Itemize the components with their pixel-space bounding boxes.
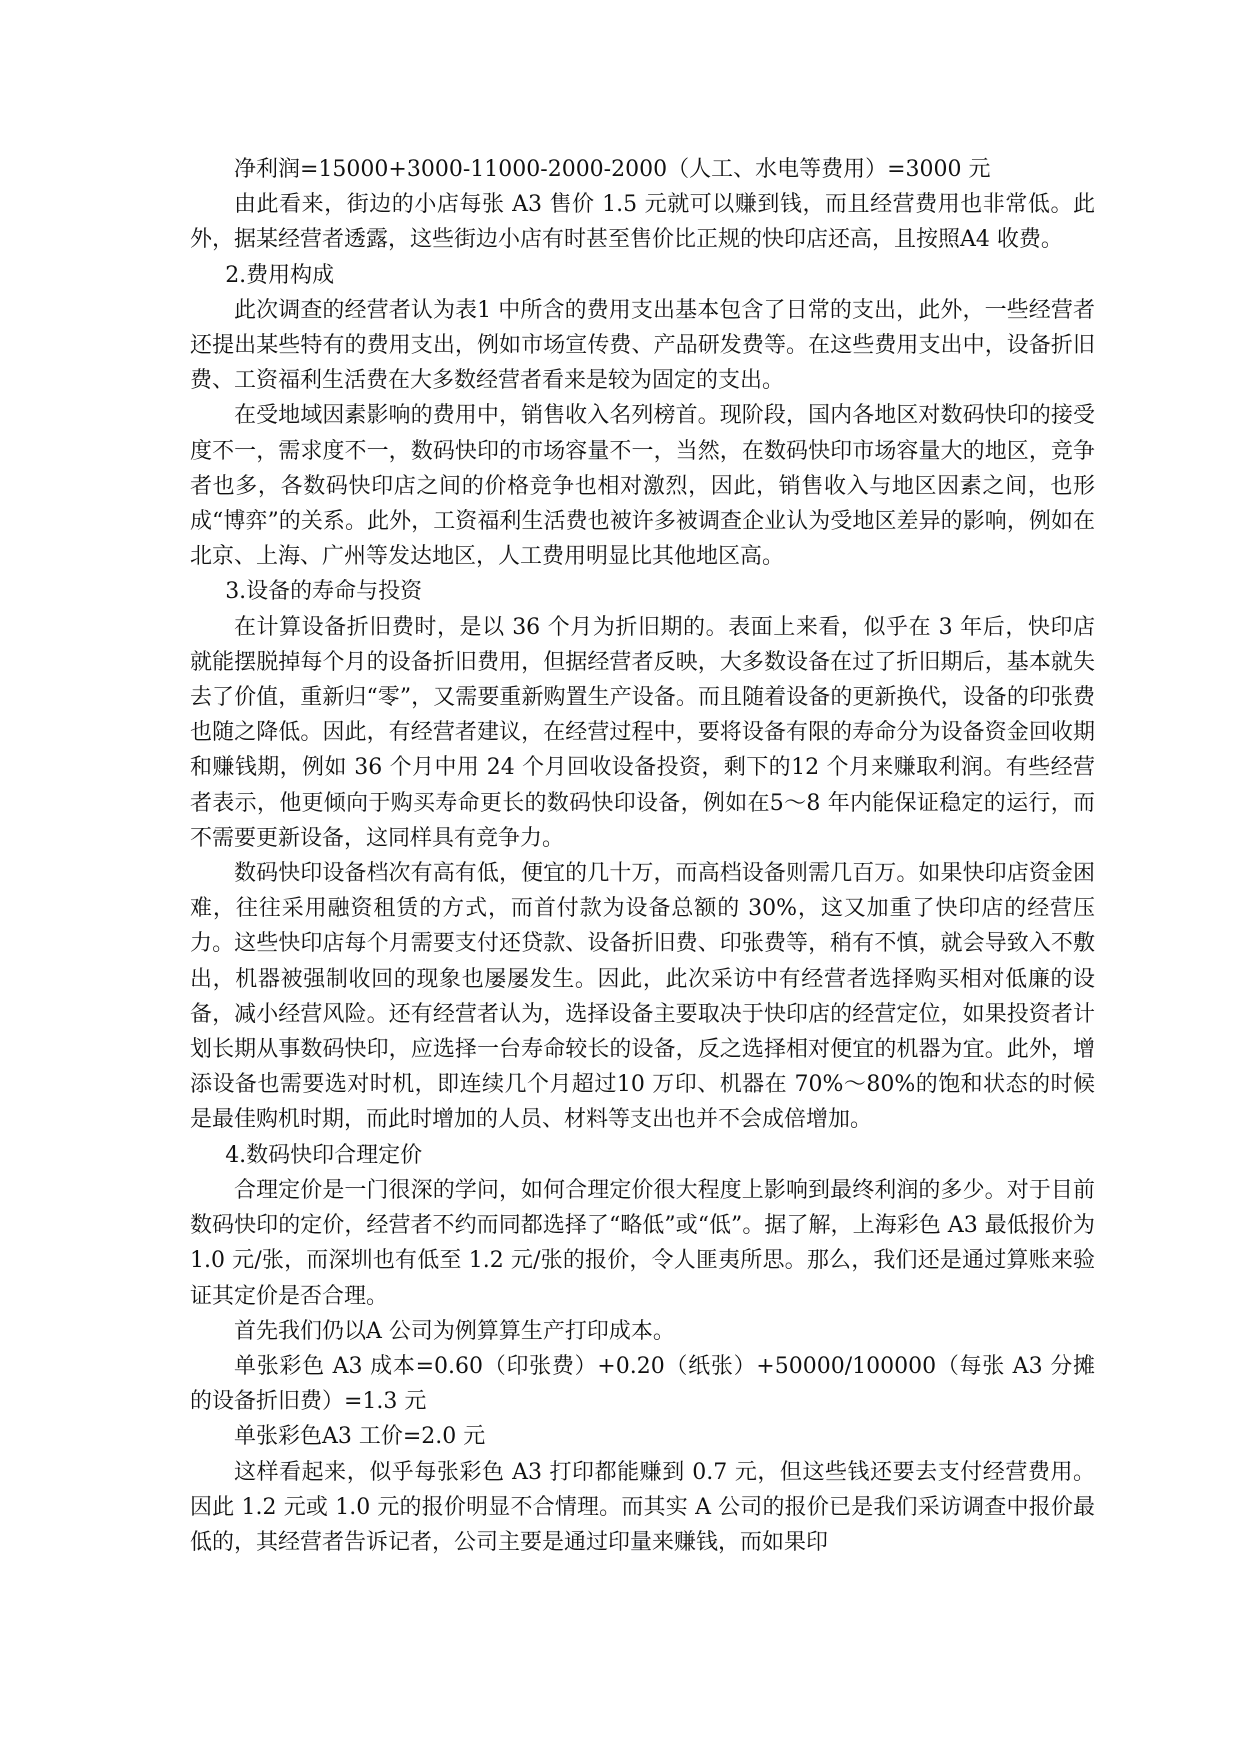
paragraph-depreciation: 在计算设备折旧费时，是以 36 个月为折旧期的。表面上来看，似乎在 3 年后，快印店就能摆脱掉每个月的设备折旧费用，但据经营者反映，大多数设备在过了折旧期后，基本就失去了价值，重新归“零”，又需要重新购置生产设备。而且随着设备的更新换代，设备的印张费也随之降低。因此，有经营者建议，在经营过程中，要将设备有限的寿命分为设备资金回收期和赚钱期，例如 36 个月中用 24 个月回收设备投资，剩下的12 个月来赚取利润。有些经营者表示，他更倾向于购买寿命更长的数码快印设备，例如在5～8 年内能保证稳定的运行，而不需要更新设备，这同样具有竞争力。 [190,614,1095,851]
document-page [190,152,1095,1560]
paragraph-cost-example-intro: 首先我们仍以A 公司为例算算生产打印成本。 [234,1318,675,1344]
paragraph-regional-factors: 在受地域因素影响的费用中，销售收入名列榜首。现阶段，国内各地区对数码快印的接受度不一，需求度不一，数码快印的市场容量不一，当然，在数码快印市场容量大的地区，竞争者也多，各数码快印店之间的价格竞争也相对激烈，因此，销售收入与地区因素之间，也形成“博弈”的关系。此外，工资福利生活费也被许多被调查企业认为受地区差异的影响，例如在北京、上海、广州等发达地区，人工费用明显比其他地区高。 [190,403,1095,570]
section-heading-cost-structure: 2.费用构成 [225,262,335,288]
paragraph-profit-analysis: 这样看起来，似乎每张彩色 A3 打印都能赚到 0.7 元，但这些钱还要去支付经营费用。因此 1.2 元或 1.0 元的报价明显不合情理。而其实 A 公司的报价已是我们采访调查中报价最低的，其经营者告诉记者，公司主要是通过印量来赚钱，而如果印 [190,1459,1095,1555]
paragraph-unit-price: 单张彩色A3 工价=2.0 元 [234,1424,486,1450]
paragraph-unit-cost-formula: 单张彩色 A3 成本=0.60（印张费）+0.20（纸张）+50000/100000（每张 A3 分摊的设备折旧费）=1.3 元 [190,1353,1095,1415]
paragraph-pricing-discussion: 合理定价是一门很深的学问，如何合理定价很大程度上影响到最终利润的多少。对于目前数码快印的定价，经营者不约而同都选择了“略低”或“低”。据了解，上海彩色 A3 最低报价为 1.0 元/张，而深圳也有低至 1.2 元/张的报价，令人匪夷所思。那么，我们还是通过算账来验证其定价是否合理。 [190,1177,1095,1309]
paragraph-equipment-investment: 数码快印设备档次有高有低，便宜的几十万，而高档设备则需几百万。如果快印店资金困难，往往采用融资租赁的方式，而首付款为设备总额的 30%，这又加重了快印店的经营压力。这些快印店每个月需要支付还贷款、设备折旧费、印张费等，稍有不慎，就会导致入不敷出，机器被强制收回的现象也屡屡发生。因此，此次采访中有经营者选择购买相对低廉的设备，减小经营风险。还有经营者认为，选择设备主要取决于快印店的经营定位，如果投资者计划长期从事数码快印，应选择一台寿命较长的设备，反之选择相对便宜的机器为宜。此外，增添设备也需要选对时机，即连续几个月超过10 万印、机器在 70%～80%的饱和状态的时候是最佳购机时期，而此时增加的人员、材料等支出也并不会成倍增加。 [190,861,1095,1133]
paragraph-net-profit-formula: 净利润=15000+3000-11000-2000-2000（人工、水电等费用）=3000 元 [234,157,991,182]
section-heading-equipment-lifetime: 3.设备的寿命与投资 [225,579,423,605]
section-heading-pricing: 4.数码快印合理定价 [225,1142,423,1168]
paragraph-street-shop-pricing: 由此看来，街边的小店每张 A3 售价 1.5 元就可以赚到钱，而且经营费用也非常低。此外，据某经营者透露，这些街边小店有时甚至售价比正规的快印店还高，且按照A4 收费。 [190,192,1095,253]
paragraph-cost-items: 此次调查的经营者认为表1 中所含的费用支出基本包含了日常的支出，此外，一些经营者还提出某些特有的费用支出，例如市场宣传费、产品研发费等。在这些费用支出中，设备折旧费、工资福利生活费在大多数经营者看来是较为固定的支出。 [190,297,1095,394]
